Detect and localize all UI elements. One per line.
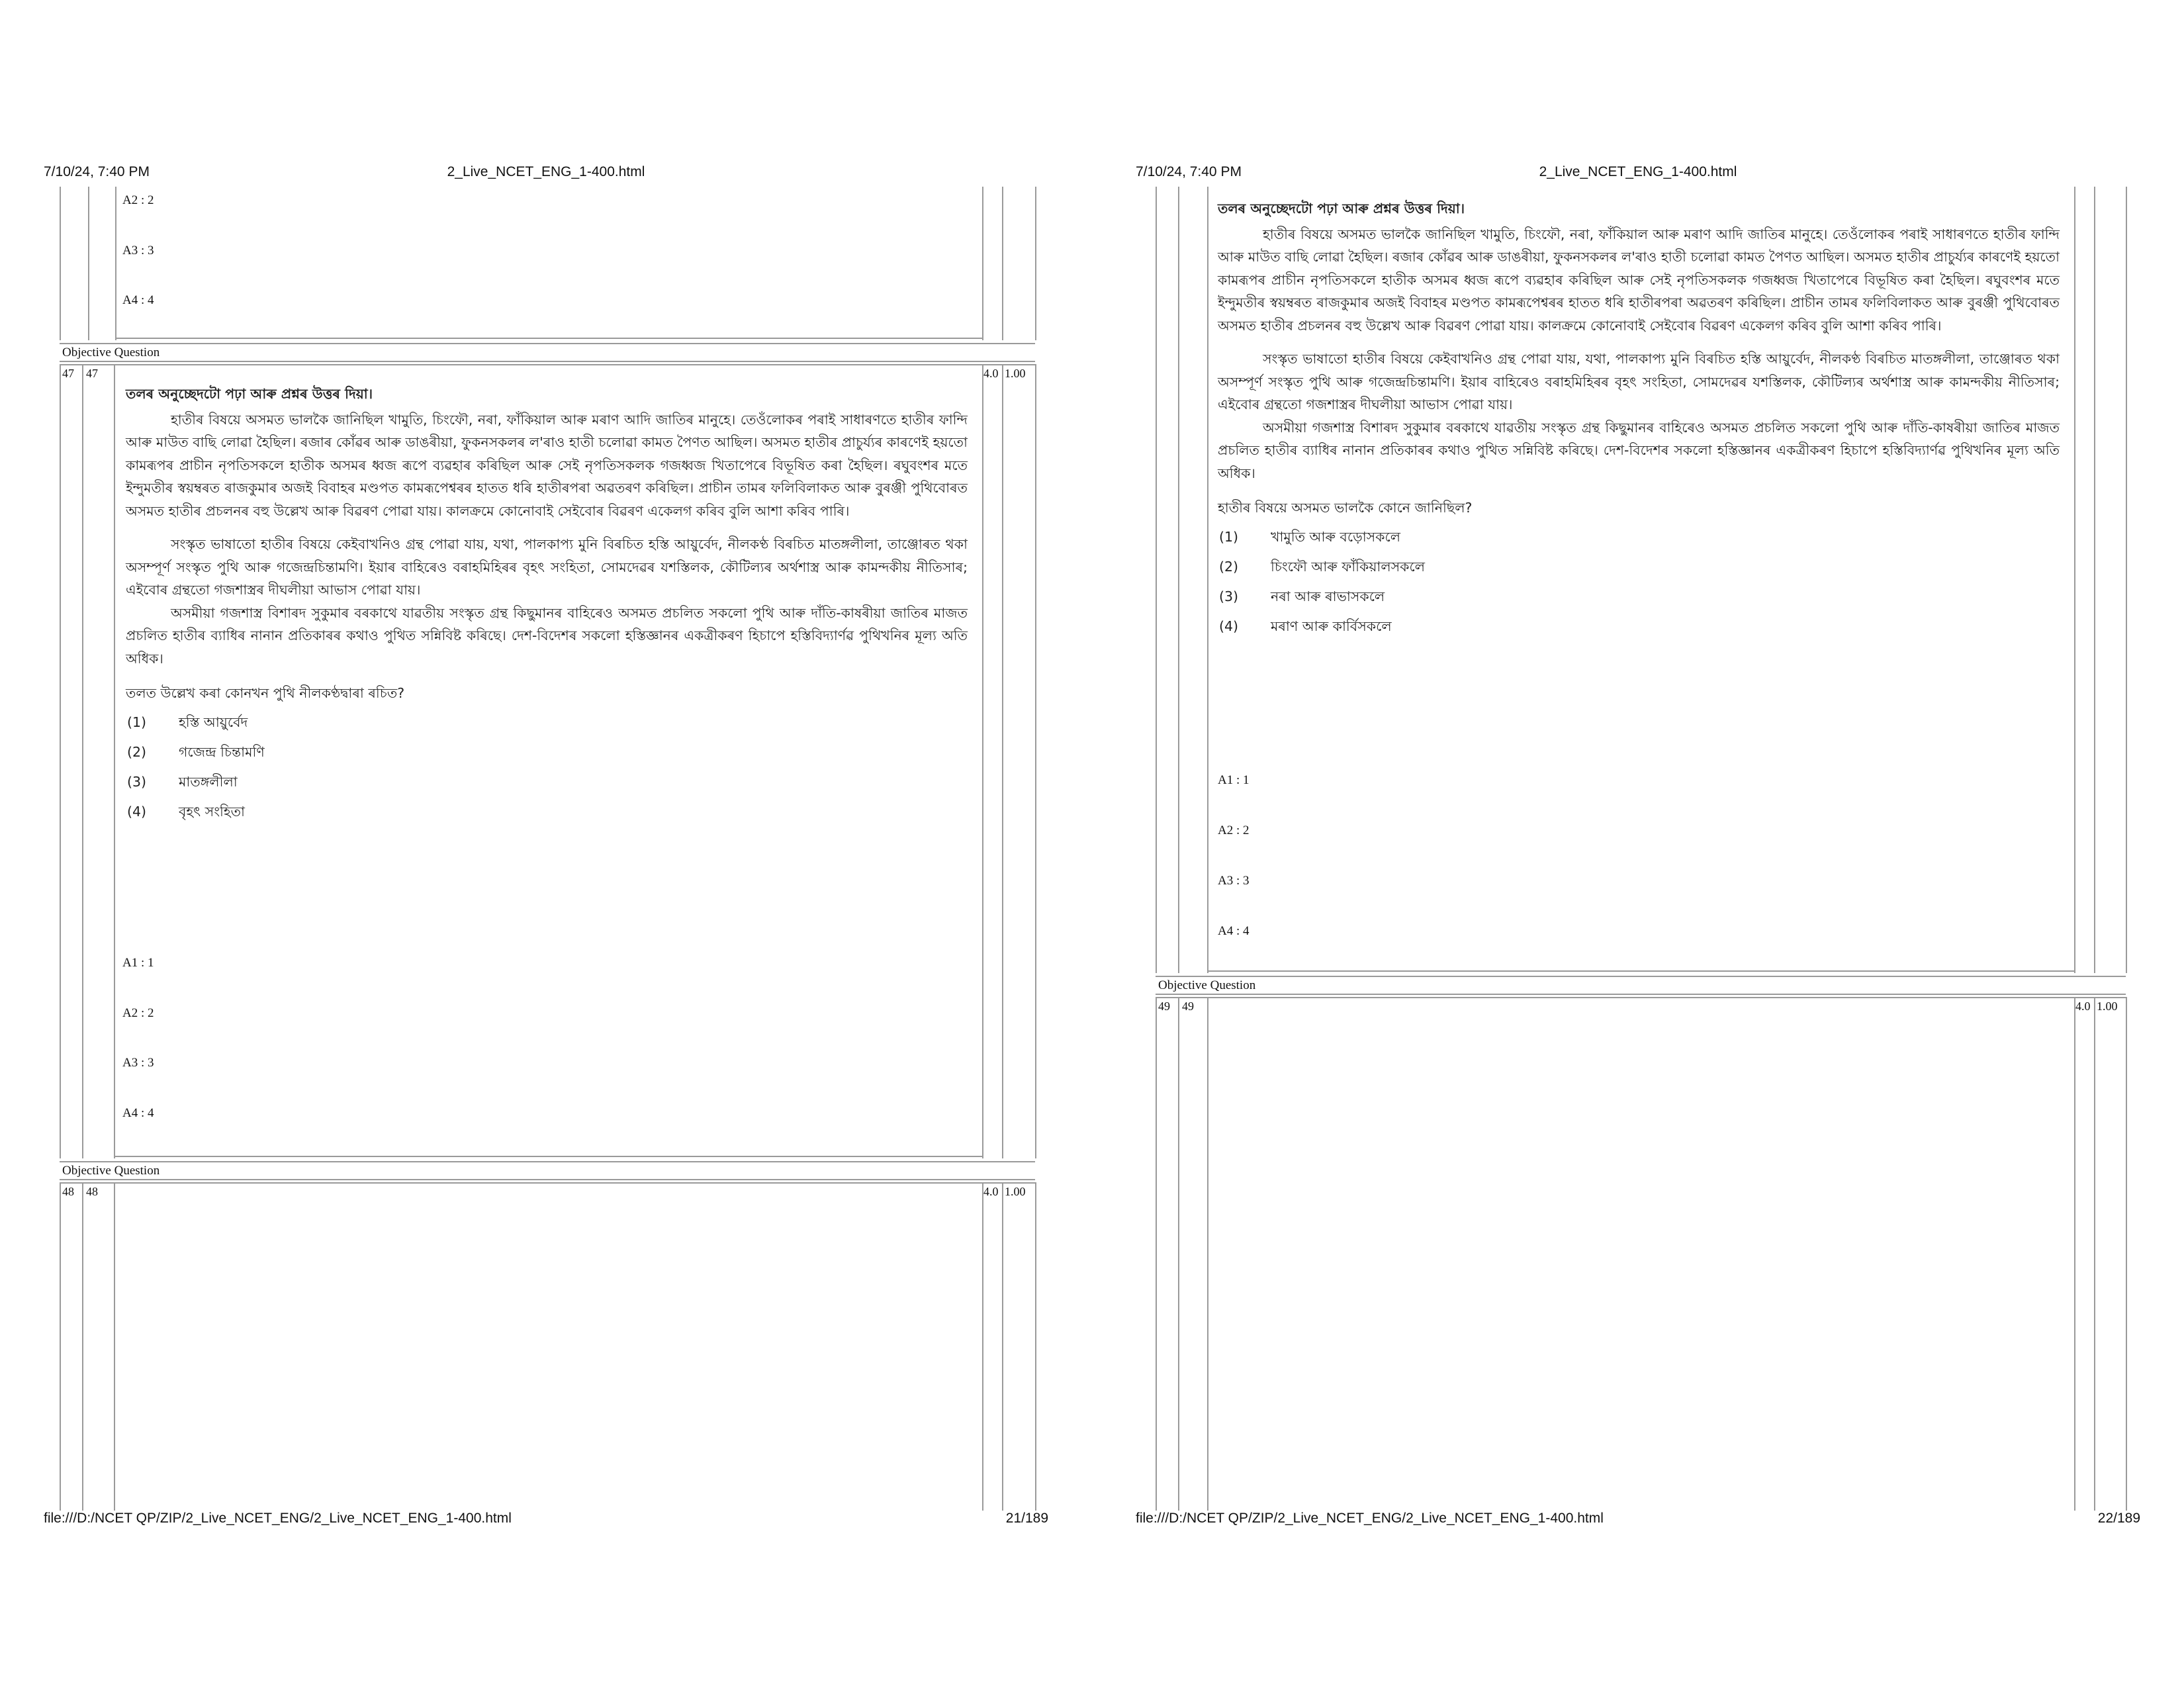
table-border bbox=[1156, 997, 2126, 998]
print-timestamp: 7/10/24, 7:40 PM bbox=[1136, 164, 1242, 179]
option-text: খামুতি আৰু বড়োসকলে bbox=[1271, 528, 1401, 545]
answer-option: A4 : 4 bbox=[122, 293, 154, 307]
table-border bbox=[2094, 997, 2095, 1511]
table-border bbox=[2126, 187, 2127, 973]
table-border bbox=[2126, 997, 2127, 1511]
option-text: মৰাণ আৰু কাৰ্বিসকলে bbox=[1271, 618, 1392, 634]
table-border bbox=[60, 361, 1035, 362]
question-text: হাতীৰ বিষয়ে অসমত ভালকৈ কোনে জানিছিল? bbox=[1218, 500, 1473, 516]
table-border bbox=[82, 364, 83, 1158]
passage-paragraph: সংস্কৃত ভাষাতো হাতীৰ বিষয়ে কেইবাখনিও গ্ৰন্থ পোৱা যায়, যথা, পালকাপ্য মুনি বিৰচিত হস্তি আয়ুৰ্বেদ, নীলকণ্ঠ বিৰচিত মাতঙ্গলীলা, তাঞ্জোৰত থকা অসম্পূৰ্ণ সংস্কৃত পুথি আৰু গজেন্দ্ৰচিন্তামণি। ইয়াৰ বাহিৰেও বৰাহমিহিৰৰ বৃহৎ সংহিতা, সোমদেৱৰ যশস্তিলক, কৌটিল্যৰ অৰ্থশাস্ত্ৰ আৰু কামন্দকীয় নীতিসাৰ; এইবোৰ গ্ৰন্থতো গজশাস্ত্ৰৰ দীঘলীয়া আভাস পোৱা যায়। bbox=[126, 536, 968, 598]
option-number: (3) bbox=[127, 773, 147, 790]
table-border bbox=[1156, 994, 2126, 995]
option-text: বৃহৎ সংহিতা bbox=[179, 803, 245, 820]
table-border bbox=[82, 1182, 83, 1511]
table-border bbox=[114, 1182, 115, 1511]
question-text: তলত উল্লেখ কৰা কোনখন পুথি নীলকণ্ঠদ্বাৰা ৰচিত? bbox=[126, 685, 405, 701]
print-page-22 bbox=[1092, 0, 2184, 1688]
table-border bbox=[60, 364, 61, 1158]
question-47-body bbox=[126, 383, 968, 827]
print-title: 2_Live_NCET_ENG_1-400.html bbox=[1539, 164, 1737, 179]
answer-option: A2 : 2 bbox=[122, 193, 154, 207]
print-file-path: file:///D:/NCET QP/ZIP/2_Live_NCET_ENG/2_Live_NCET_ENG_1-400.html bbox=[1136, 1511, 1604, 1526]
answer-option: A2 : 2 bbox=[122, 1006, 154, 1020]
passage-instruction: তলৰ অনুচ্ছেদটো পঢ়া আৰু প্ৰশ্নৰ উত্তৰ দিয়া। bbox=[126, 386, 373, 402]
table-border bbox=[1035, 187, 1036, 340]
table-border bbox=[982, 187, 983, 340]
table-border bbox=[982, 1182, 983, 1511]
table-border bbox=[60, 1179, 1035, 1180]
table-border bbox=[1207, 187, 1208, 973]
table-border bbox=[60, 1182, 61, 1511]
table-border bbox=[60, 1161, 1035, 1162]
option-row bbox=[1218, 552, 2060, 582]
table-border bbox=[114, 1156, 982, 1157]
answer-option: A4 : 4 bbox=[1218, 924, 1250, 938]
option-text: চিংফৌ আৰু ফাঁকিয়ালসকলে bbox=[1271, 558, 1426, 575]
table-border bbox=[2074, 997, 2075, 1511]
negative-marks: 1.00 bbox=[1005, 367, 1026, 380]
table-border bbox=[88, 187, 89, 340]
table-border bbox=[1156, 997, 1157, 1511]
table-border bbox=[1207, 997, 1208, 1511]
print-page-number: 21/189 bbox=[1005, 1511, 1048, 1526]
passage-paragraph: সংস্কৃত ভাষাতো হাতীৰ বিষয়ে কেইবাখনিও গ্ৰন্থ পোৱা যায়, যথা, পালকাপ্য মুনি বিৰচিত হস্তি আয়ুৰ্বেদ, নীলকণ্ঠ বিৰচিত মাতঙ্গলীলা, তাঞ্জোৰত থকা অসম্পূৰ্ণ সংস্কৃত পুথি আৰু গজেন্দ্ৰচিন্তামণি। ইয়াৰ বাহিৰেও বৰাহমিহিৰৰ বৃহৎ সংহিতা, সোমদেৱৰ যশস্তিলক, কৌটিল্যৰ অৰ্থশাস্ত্ৰ আৰু কামন্দকীয় নীতিসাৰ; এইবোৰ গ্ৰন্থতো গজশাস্ত্ৰৰ দীঘলীয়া আভাস পোৱা যায়। bbox=[1218, 351, 2060, 412]
table-border bbox=[1002, 187, 1003, 340]
option-row bbox=[1218, 522, 2060, 552]
table-border bbox=[982, 364, 983, 1158]
table-border bbox=[115, 187, 116, 340]
option-text: গজেন্দ্ৰ চিন্তামণি bbox=[179, 743, 265, 760]
option-number: (2) bbox=[1219, 558, 1239, 575]
table-border bbox=[1178, 997, 1179, 1511]
question-id: 49 bbox=[1182, 1000, 1194, 1013]
question-48-body bbox=[1218, 197, 2060, 641]
option-row bbox=[126, 737, 968, 767]
option-row bbox=[126, 767, 968, 797]
table-border bbox=[60, 187, 61, 340]
option-row bbox=[1218, 612, 2060, 641]
serial-number: 47 bbox=[62, 367, 74, 380]
table-border bbox=[2094, 187, 2095, 973]
negative-marks: 1.00 bbox=[2097, 1000, 2118, 1013]
option-number: (4) bbox=[1219, 618, 1239, 634]
table-border bbox=[1178, 187, 1179, 973]
print-title: 2_Live_NCET_ENG_1-400.html bbox=[447, 164, 645, 179]
option-row bbox=[126, 797, 968, 827]
option-row bbox=[126, 708, 968, 737]
option-number: (2) bbox=[127, 743, 147, 760]
answer-option: A3 : 3 bbox=[122, 244, 154, 258]
marks: 4.0 bbox=[2075, 1000, 2091, 1013]
option-text: নৰা আৰু ৰাভাসকলে bbox=[1271, 588, 1385, 604]
table-border bbox=[1002, 1182, 1003, 1511]
option-number: (1) bbox=[1219, 528, 1239, 545]
serial-number: 49 bbox=[1158, 1000, 1170, 1013]
table-border bbox=[1035, 1182, 1036, 1511]
table-border bbox=[114, 364, 115, 1158]
option-number: (3) bbox=[1219, 588, 1239, 604]
negative-marks: 1.00 bbox=[1005, 1185, 1026, 1198]
print-timestamp: 7/10/24, 7:40 PM bbox=[44, 164, 150, 179]
option-row bbox=[1218, 582, 2060, 612]
passage-instruction: তলৰ অনুচ্ছেদটো পঢ়া আৰু প্ৰশ্নৰ উত্তৰ দিয়া। bbox=[1218, 201, 1465, 216]
passage-paragraph: অসমীয়া গজশাস্ত্ৰ বিশাৰদ সুকুমাৰ বৰকাথে যাৱতীয় সংস্কৃত গ্ৰন্থ কিছুমানৰ বাহিৰেও অসমত প্ৰচলিত সকলো পুথি আৰু দাঁতি-কাষৰীয়া জাতিৰ মাজত প্ৰচলিত হাতীৰ ব্যাধিৰ নানান প্ৰতিকাৰৰ কথাও পুথিত সন্নিবিষ্ট কৰিছে। দেশ-বিদেশৰ সকলো হস্তিজ্ঞানৰ একত্ৰীকৰণ হিচাপে হস্তিবিদ্যাৰ্ণৱ পুথিখনিৰ মূল্য অতি অধিক। bbox=[1218, 419, 2060, 481]
answer-option: A2 : 2 bbox=[1218, 823, 1250, 837]
section-label: Objective Question bbox=[62, 1164, 160, 1178]
table-border bbox=[1156, 976, 2126, 977]
table-border bbox=[60, 364, 1035, 365]
table-border bbox=[115, 338, 982, 339]
table-border bbox=[60, 1182, 1035, 1184]
section-label: Objective Question bbox=[1158, 978, 1256, 992]
print-file-path: file:///D:/NCET QP/ZIP/2_Live_NCET_ENG/2_Live_NCET_ENG_1-400.html bbox=[44, 1511, 512, 1526]
question-id: 47 bbox=[86, 367, 98, 380]
answer-option: A1 : 1 bbox=[1218, 773, 1250, 787]
answer-option: A1 : 1 bbox=[122, 956, 154, 970]
option-number: (1) bbox=[127, 714, 147, 730]
answer-option: A4 : 4 bbox=[122, 1106, 154, 1120]
passage-paragraph: হাতীৰ বিষয়ে অসমত ভালকৈ জানিছিল খামুতি, চিংফৌ, নৰা, ফাঁকিয়াল আৰু মৰাণ আদি জাতিৰ মানুহে। তেওঁলোকৰ পৰাই সাধাৰণতে হাতীৰ ফান্দি আৰু মাউত বাছি লোৱা হৈছিল। ৰজাৰ কোঁৱৰ আৰু ডাঙৰীয়া, ফুকনসকলৰ ল'ৰাও হাতী চলোৱা কামত পৈণত আছিল। অসমত হাতীৰ প্ৰাচুৰ্য্যৰ কাৰণেই হয়তো কামৰূপৰ প্ৰাচীন নৃপতিসকলে হাতীক অসমৰ ধ্বজ ৰূপে ব্যৱহাৰ কৰিছিল আৰু সেই নৃপতিসকলক গজধ্বজ খিতাপেৰে বিভূষিত কৰা হৈছিল। ৰঘুবংশৰ মতে ইন্দুমতীৰ স্বয়ম্বৰত ৰাজকুমাৰ অজই বিবাহৰ মণ্ডপত কামৰূপেশ্বৰৰ হাতত ধৰি হাতীৰপৰা অৱতৰণ কৰিছিল। প্ৰাচীন তামৰ ফলিবিলাকত আৰু বুৰঞ্জী পুথিবোৰত অসমত হাতীৰ প্ৰচলনৰ বহু উল্লেখ আৰু বিৱৰণ পোৱা যায়। কালক্ৰমে কোনোবাই সেইবোৰ বিৱৰণ একেলগ কৰিব বুলি আশা কৰিব পাৰি। bbox=[126, 411, 968, 519]
answer-option: A3 : 3 bbox=[122, 1056, 154, 1070]
question-id: 48 bbox=[86, 1185, 98, 1198]
section-label: Objective Question bbox=[62, 346, 160, 359]
marks: 4.0 bbox=[983, 1185, 999, 1198]
table-border bbox=[60, 343, 1035, 344]
table-border bbox=[1035, 364, 1036, 1158]
passage-paragraph: অসমীয়া গজশাস্ত্ৰ বিশাৰদ সুকুমাৰ বৰকাথে যাৱতীয় সংস্কৃত গ্ৰন্থ কিছুমানৰ বাহিৰেও অসমত প্ৰচলিত সকলো পুথি আৰু দাঁতি-কাষৰীয়া জাতিৰ মাজত প্ৰচলিত হাতীৰ ব্যাধিৰ নানান প্ৰতিকাৰৰ কথাও পুথিত সন্নিবিষ্ট কৰিছে। দেশ-বিদেশৰ সকলো হস্তিজ্ঞানৰ একত্ৰীকৰণ হিচাপে হস্তিবিদ্যাৰ্ণৱ পুথিখনিৰ মূল্য অতি অধিক। bbox=[126, 604, 968, 667]
passage-paragraph: হাতীৰ বিষয়ে অসমত ভালকৈ জানিছিল খামুতি, চিংফৌ, নৰা, ফাঁকিয়াল আৰু মৰাণ আদি জাতিৰ মানুহে। তেওঁলোকৰ পৰাই সাধাৰণতে হাতীৰ ফান্দি আৰু মাউত বাছি লোৱা হৈছিল। ৰজাৰ কোঁৱৰ আৰু ডাঙৰীয়া, ফুকনসকলৰ ল'ৰাও হাতী চলোৱা কামত পৈণত আছিল। অসমত হাতীৰ প্ৰাচুৰ্য্যৰ কাৰণেই হয়তো কামৰূপৰ প্ৰাচীন নৃপতিসকলে হাতীক অসমৰ ধ্বজ ৰূপে ব্যৱহাৰ কৰিছিল আৰু সেই নৃপতিসকলক গজধ্বজ খিতাপেৰে বিভূষিত কৰা হৈছিল। ৰঘুবংশৰ মতে ইন্দুমতীৰ স্বয়ম্বৰত ৰাজকুমাৰ অজই বিবাহৰ মণ্ডপত কামৰূপেশ্বৰৰ হাতত ধৰি হাতীৰপৰা অৱতৰণ কৰিছিল। প্ৰাচীন তামৰ ফলিবিলাকত আৰু বুৰঞ্জী পুথিবোৰত অসমত হাতীৰ প্ৰচলনৰ বহু উল্লেখ আৰু বিৱৰণ পোৱা যায়। কালক্ৰমে কোনোবাই সেইবোৰ বিৱৰণ একেলগ কৰিব বুলি আশা কৰিব পাৰি। bbox=[1218, 226, 2060, 334]
table-border bbox=[1002, 364, 1003, 1158]
serial-number: 48 bbox=[62, 1185, 74, 1198]
option-text: মাতঙ্গলীলা bbox=[179, 773, 238, 790]
print-page-number: 22/189 bbox=[2097, 1511, 2140, 1526]
answer-option: A3 : 3 bbox=[1218, 874, 1250, 888]
table-border bbox=[1156, 187, 1157, 973]
option-number: (4) bbox=[127, 803, 147, 820]
marks: 4.0 bbox=[983, 367, 999, 380]
option-text: হস্তি আয়ুৰ্বেদ bbox=[179, 714, 248, 730]
table-border bbox=[2074, 187, 2075, 973]
table-border bbox=[1207, 970, 2074, 972]
